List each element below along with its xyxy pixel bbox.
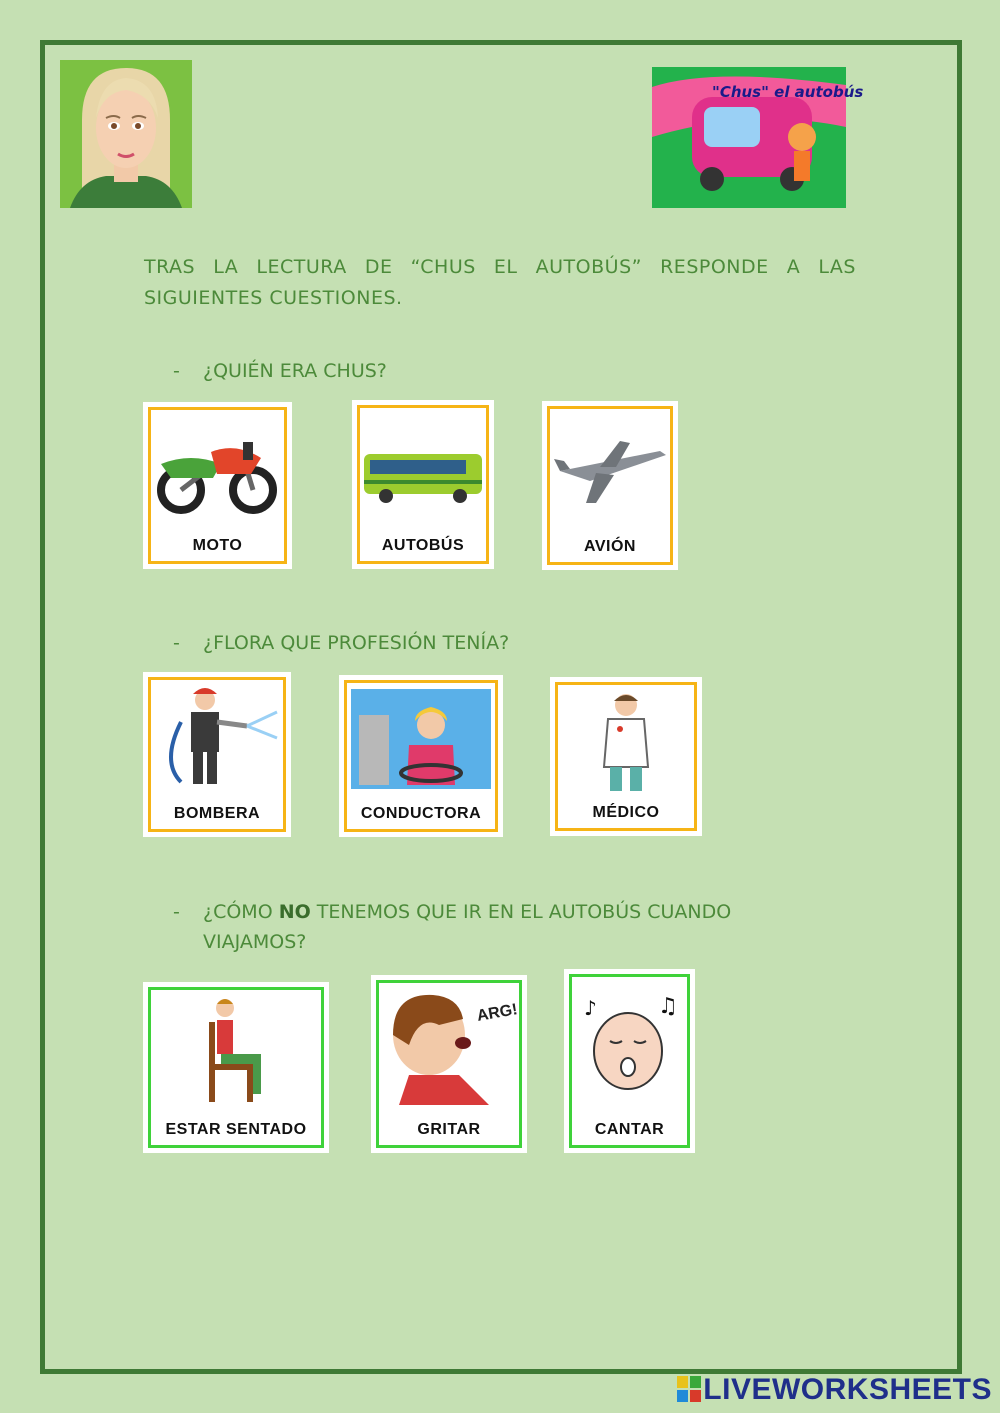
firefighter-icon: [151, 682, 283, 792]
svg-text:ARG!: ARG!: [475, 1001, 519, 1025]
svg-text:♫: ♫: [658, 994, 678, 1019]
question-2-text: ¿FLORA QUE PROFESIÓN TENÍA?: [203, 632, 510, 654]
doctor-icon: [558, 687, 694, 797]
option-label: AVIÓN: [584, 538, 636, 555]
option-label: MOTO: [192, 537, 243, 554]
motorcycle-icon: [151, 412, 283, 522]
shouting-person-icon: [379, 985, 519, 1105]
option-card-bombera[interactable]: [143, 672, 291, 837]
liveworksheets-logo: LIVEWORKSHEETS: [677, 1373, 992, 1407]
option-label: AUTOBÚS: [381, 537, 465, 554]
question-1-text: ¿QUIÉN ERA CHUS?: [203, 360, 387, 382]
question-3: - ¿CÓMO NO TENEMOS QUE IR EN EL AUTOBÚS CUANDO VIAJAMOS?: [173, 901, 732, 953]
option-label: GRITAR: [417, 1121, 481, 1138]
option-card-cantar[interactable]: [564, 969, 695, 1153]
teacher-avatar-image: [60, 60, 192, 208]
option-card-conductora[interactable]: [339, 675, 503, 837]
svg-text:♪: ♪: [584, 996, 597, 1020]
singing-person-icon: [572, 979, 688, 1099]
emphasis-no: NO: [278, 901, 311, 923]
sitting-person-icon: [151, 992, 321, 1108]
option-card-avion[interactable]: [542, 401, 678, 570]
option-label: MÉDICO: [592, 804, 660, 821]
option-card-moto[interactable]: [143, 402, 292, 569]
liveworksheets-logo-icon: [677, 1376, 701, 1402]
option-card-autobus[interactable]: [352, 400, 494, 569]
option-label: ESTAR SENTADO: [165, 1121, 307, 1138]
option-label: CONDUCTORA: [360, 805, 482, 822]
option-label: CANTAR: [594, 1121, 665, 1138]
option-label: BOMBERA: [173, 805, 261, 822]
option-card-gritar[interactable]: [371, 975, 527, 1153]
cover-title: "Chus" el autobús: [712, 83, 864, 101]
option-card-medico[interactable]: [550, 677, 702, 836]
book-cover-image: [652, 67, 864, 208]
bus-icon: [360, 410, 486, 520]
question-1: - ¿QUIÉN ERA CHUS?: [173, 360, 387, 382]
instructions-text: TRAS LA LECTURA DE “CHUS EL AUTOBÚS” RESPONDE A LAS SIGUIENTES CUESTIONES.: [144, 256, 856, 309]
driver-icon: [347, 685, 495, 795]
question-2: - ¿FLORA QUE PROFESIÓN TENÍA?: [173, 632, 510, 654]
jet-plane-icon: [550, 411, 670, 521]
option-card-estar-sentado[interactable]: [143, 982, 329, 1153]
